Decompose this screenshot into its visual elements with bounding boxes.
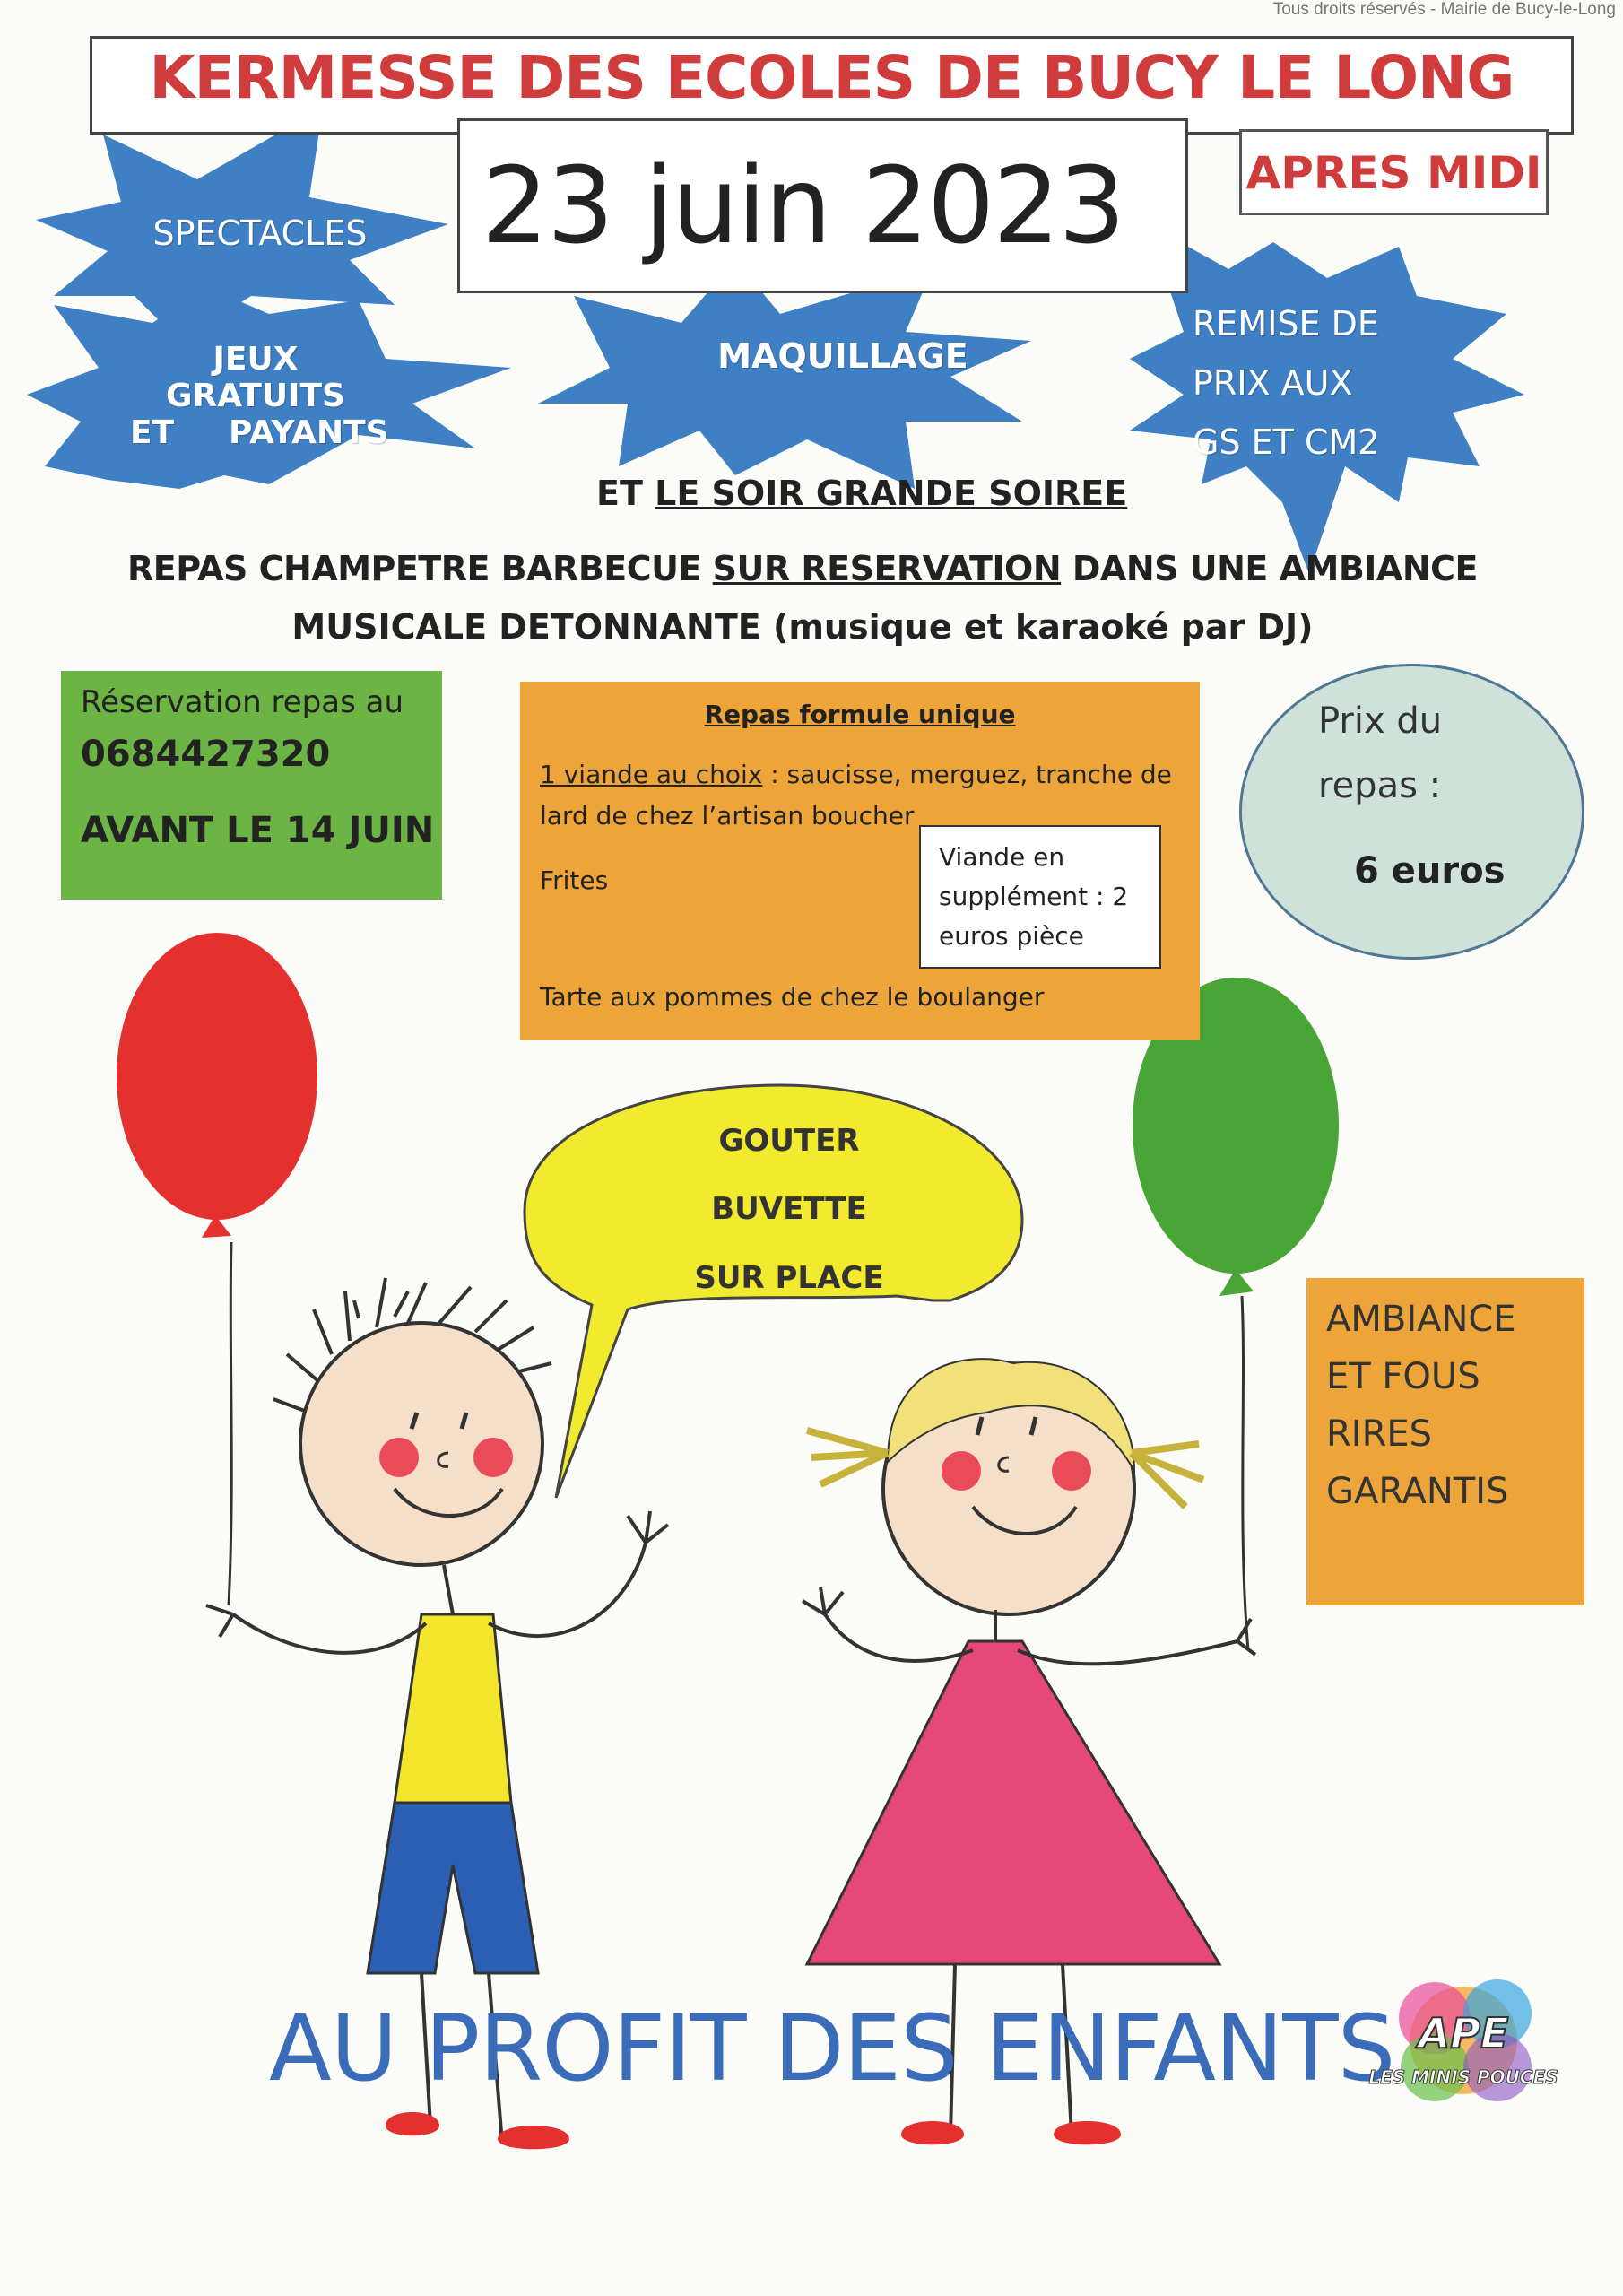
remise-de-prix-label [1193, 294, 1444, 472]
menu-viande-text: : saucisse, merguez, tranche de [762, 760, 1172, 789]
spectacles-label: SPECTACLES [152, 213, 368, 253]
menu-viande [540, 760, 1185, 789]
red-balloon-string [229, 1242, 231, 1605]
menu-viande-label: 1 viande au choix [540, 760, 763, 789]
price-amount: 6 euros [1354, 850, 1506, 891]
reservation-deadline: AVANT LE 14 JUIN [81, 810, 435, 851]
menu-frites: Frites [540, 865, 609, 895]
page-title: KERMESSE DES ECOLES DE BUCY LE LONG [149, 43, 1515, 112]
red-balloon [117, 933, 317, 1220]
jeux-payants-label: PAYANTS [229, 414, 389, 451]
green-balloon-knot [1219, 1269, 1254, 1296]
reservation-label: Réservation repas au [81, 684, 404, 720]
event-date: 23 juin 2023 [481, 144, 1124, 267]
repas-line [0, 549, 1605, 588]
bubble-sur-place: SUR PLACE [694, 1260, 884, 1296]
reservation-phone: 0684427320 [81, 734, 331, 775]
soiree-grande-soiree: LE SOIR GRANDE SOIREE [655, 474, 1128, 513]
ambiance-line-1: AMBIANCE [1326, 1299, 1516, 1340]
ambiance-box [1306, 1278, 1584, 1605]
ambiance-line-2: ET FOUS [1326, 1356, 1480, 1397]
au-profit-des-enfants: AU PROFIT DES ENFANTS [269, 1996, 1395, 2102]
ambiance-line-4: GARANTIS [1326, 1471, 1509, 1512]
repas-reservation: SUR RESERVATION [712, 549, 1062, 588]
supplement-line-3: euros pièce [939, 921, 1084, 951]
supplement-line-2: supplément : 2 [939, 882, 1129, 911]
jeux-et-label: ET [130, 414, 175, 451]
ape-logo [1365, 1991, 1562, 2126]
repas-pre: REPAS CHAMPETRE BARBECUE [127, 549, 701, 588]
ambiance-line-3: RIRES [1326, 1413, 1433, 1455]
price-circle [1239, 664, 1584, 960]
price-line-1: Prix du [1318, 700, 1443, 742]
maquillage-label: MAQUILLAGE [717, 336, 968, 376]
ape-logo-subtitle: LES MINIS POUCES [1368, 2066, 1558, 2088]
copyright-notice: Tous droits réservés - Mairie de Bucy-le-Long [1272, 0, 1616, 19]
remise-line-2: PRIX AUX [1193, 363, 1353, 403]
menu-title: Repas formule unique [704, 700, 1016, 729]
ape-logo-text: APE [1418, 2009, 1509, 2057]
supplement-text [939, 838, 1128, 956]
supplement-box [919, 825, 1161, 969]
jeux-gratuits-label: JEUX GRATUITS [165, 341, 345, 414]
ambiance-text [1326, 1291, 1516, 1520]
remise-line-3: GS ET CM2 [1193, 422, 1380, 462]
menu-tarte: Tarte aux pommes de chez le boulanger [540, 982, 1045, 1012]
remise-line-1: REMISE DE [1193, 304, 1379, 344]
musicale-line: MUSICALE DETONNANTE (musique et karaoké par DJ) [291, 607, 1314, 647]
green-balloon-string [1242, 1296, 1248, 1650]
menu-viande-text2: lard de chez l’artisan boucher [540, 801, 915, 831]
bubble-gouter: GOUTER [718, 1123, 860, 1159]
apres-midi-label: APRES MIDI [1245, 147, 1542, 199]
price-line-2: repas : [1318, 765, 1442, 806]
bubble-buvette: BUVETTE [711, 1191, 867, 1227]
soiree-heading [596, 474, 1127, 513]
supplement-line-1: Viande en [939, 842, 1065, 872]
soiree-et: ET [596, 474, 643, 513]
repas-post: DANS UNE AMBIANCE [1072, 549, 1478, 588]
reservation-box [61, 671, 442, 900]
